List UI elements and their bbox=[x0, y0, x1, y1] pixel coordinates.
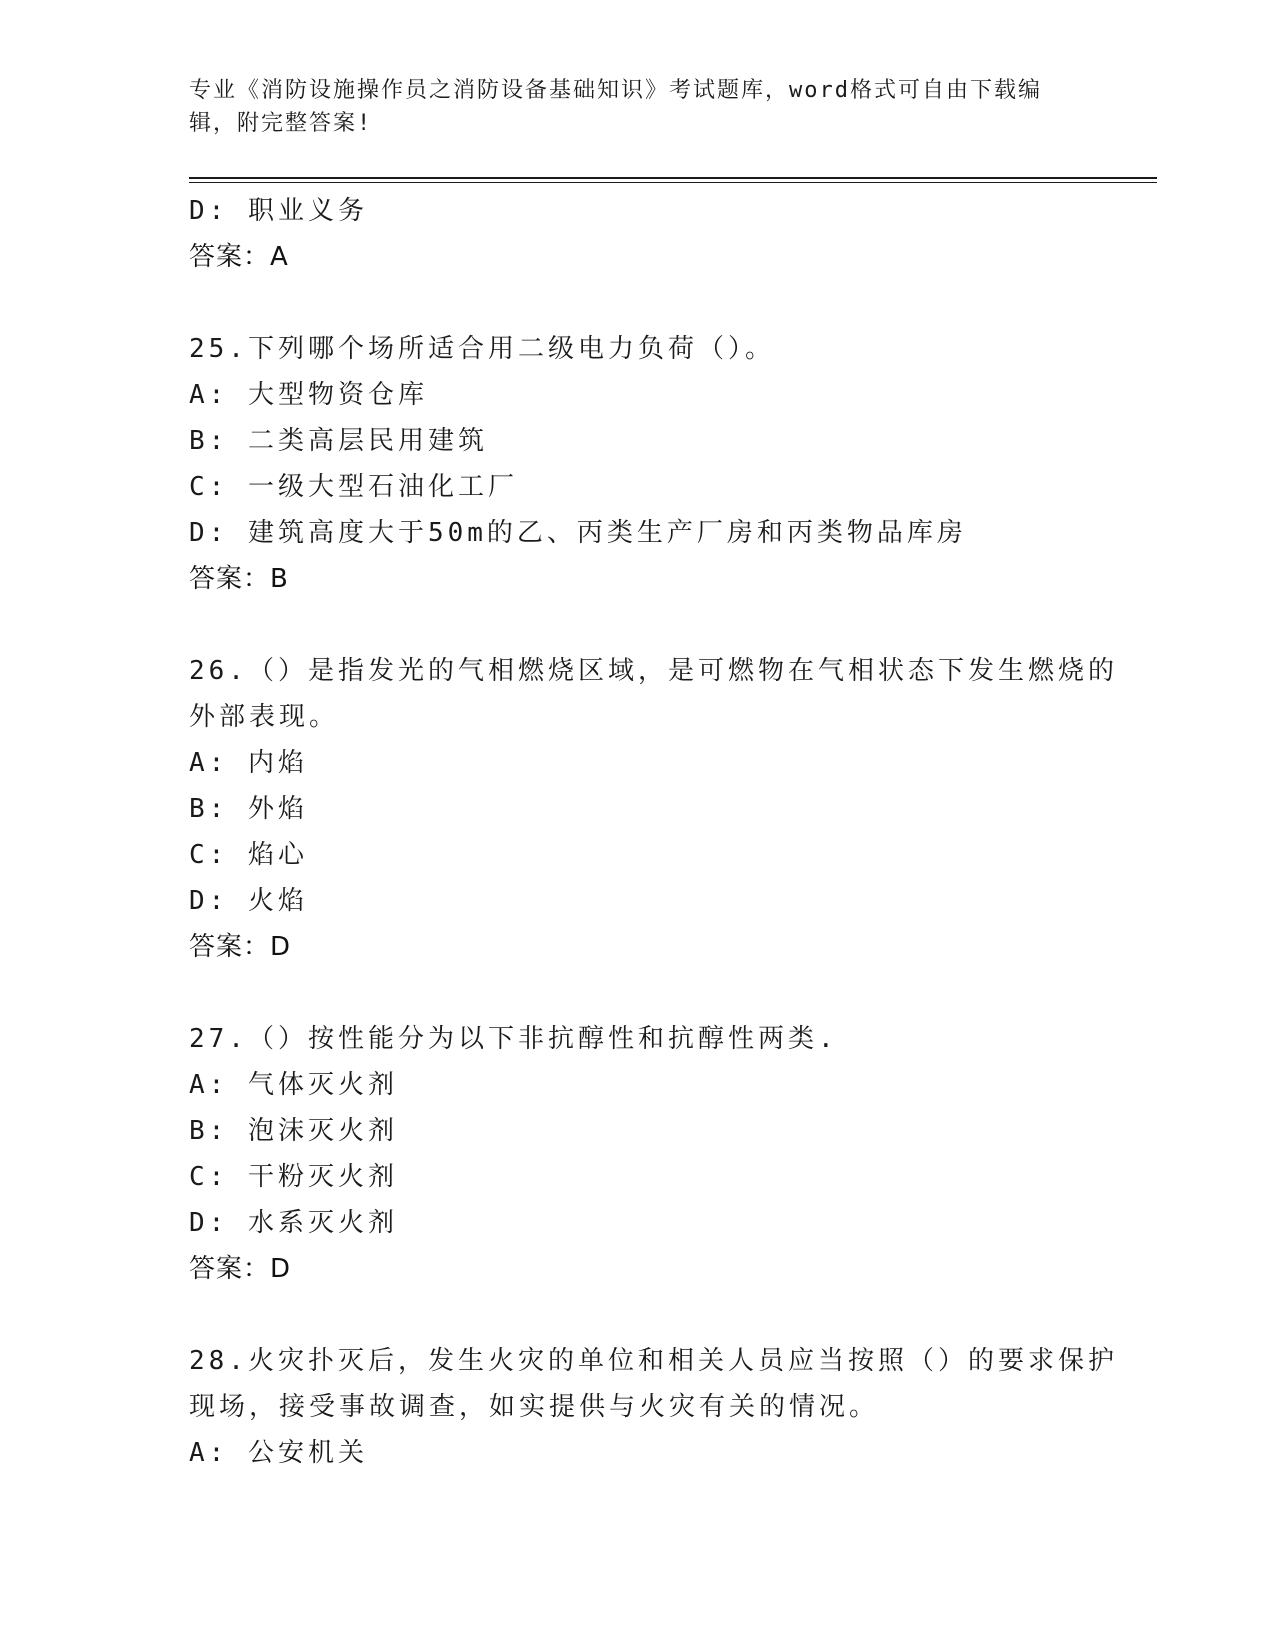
question-27-option-b: B: 泡沫灭火剂 bbox=[189, 1116, 398, 1146]
question-27-option-a: A: 气体灭火剂 bbox=[189, 1070, 398, 1100]
prev-answer: 答案：A bbox=[189, 242, 289, 272]
question-25-option-b: B: 二类高层民用建筑 bbox=[189, 426, 488, 456]
question-26-option-d: D: 火焰 bbox=[189, 886, 308, 916]
question-28-option-a: A: 公安机关 bbox=[189, 1438, 368, 1468]
header-rule-thick bbox=[189, 177, 1157, 179]
spacer bbox=[189, 970, 1089, 1016]
question-26-text-line-2: 外部表现。 bbox=[189, 702, 340, 732]
question-26-option-a: A: 内焰 bbox=[189, 748, 308, 778]
question-26-option-b: B: 外焰 bbox=[189, 794, 308, 824]
spacer bbox=[189, 280, 1089, 326]
question-25-option-a: A: 大型物资仓库 bbox=[189, 380, 428, 410]
spacer bbox=[189, 1292, 1089, 1338]
question-26-text-line-1: 26.（）是指发光的气相燃烧区域，是可燃物在气相状态下发生燃烧的 bbox=[189, 656, 1118, 686]
question-27-option-d: D: 水系灭火剂 bbox=[189, 1208, 398, 1238]
question-28-text-line-1: 28.火灾扑灭后，发生火灾的单位和相关人员应当按照（）的要求保护 bbox=[189, 1346, 1118, 1376]
question-27-answer: 答案：D bbox=[189, 1254, 292, 1284]
question-25-text: 25.下列哪个场所适合用二级电力负荷（）。 bbox=[189, 334, 775, 364]
header-line-1: 专业《消防设施操作员之消防设备基础知识》考试题库，word格式可自由下载编 bbox=[189, 78, 1042, 103]
header-line-2: 辑，附完整答案! bbox=[189, 111, 373, 136]
question-25-answer: 答案：B bbox=[189, 564, 289, 594]
spacer bbox=[189, 602, 1089, 648]
question-25-option-d: D: 建筑高度大于50m的乙、丙类生产厂房和丙类物品库房 bbox=[189, 518, 967, 548]
header-rule-thin bbox=[189, 182, 1157, 183]
question-content bbox=[189, 188, 1118, 1476]
page-header bbox=[189, 74, 1089, 140]
question-26-option-c: C: 焰心 bbox=[189, 840, 308, 870]
question-25-option-c: C: 一级大型石油化工厂 bbox=[189, 472, 518, 502]
question-27-option-c: C: 干粉灭火剂 bbox=[189, 1162, 398, 1192]
question-28-text-line-2: 现场，接受事故调查，如实提供与火灾有关的情况。 bbox=[189, 1392, 880, 1422]
question-26-answer: 答案：D bbox=[189, 932, 292, 962]
question-27-text: 27.（）按性能分为以下非抗醇性和抗醇性两类. bbox=[189, 1024, 838, 1054]
prev-option-d: D: 职业义务 bbox=[189, 196, 368, 226]
